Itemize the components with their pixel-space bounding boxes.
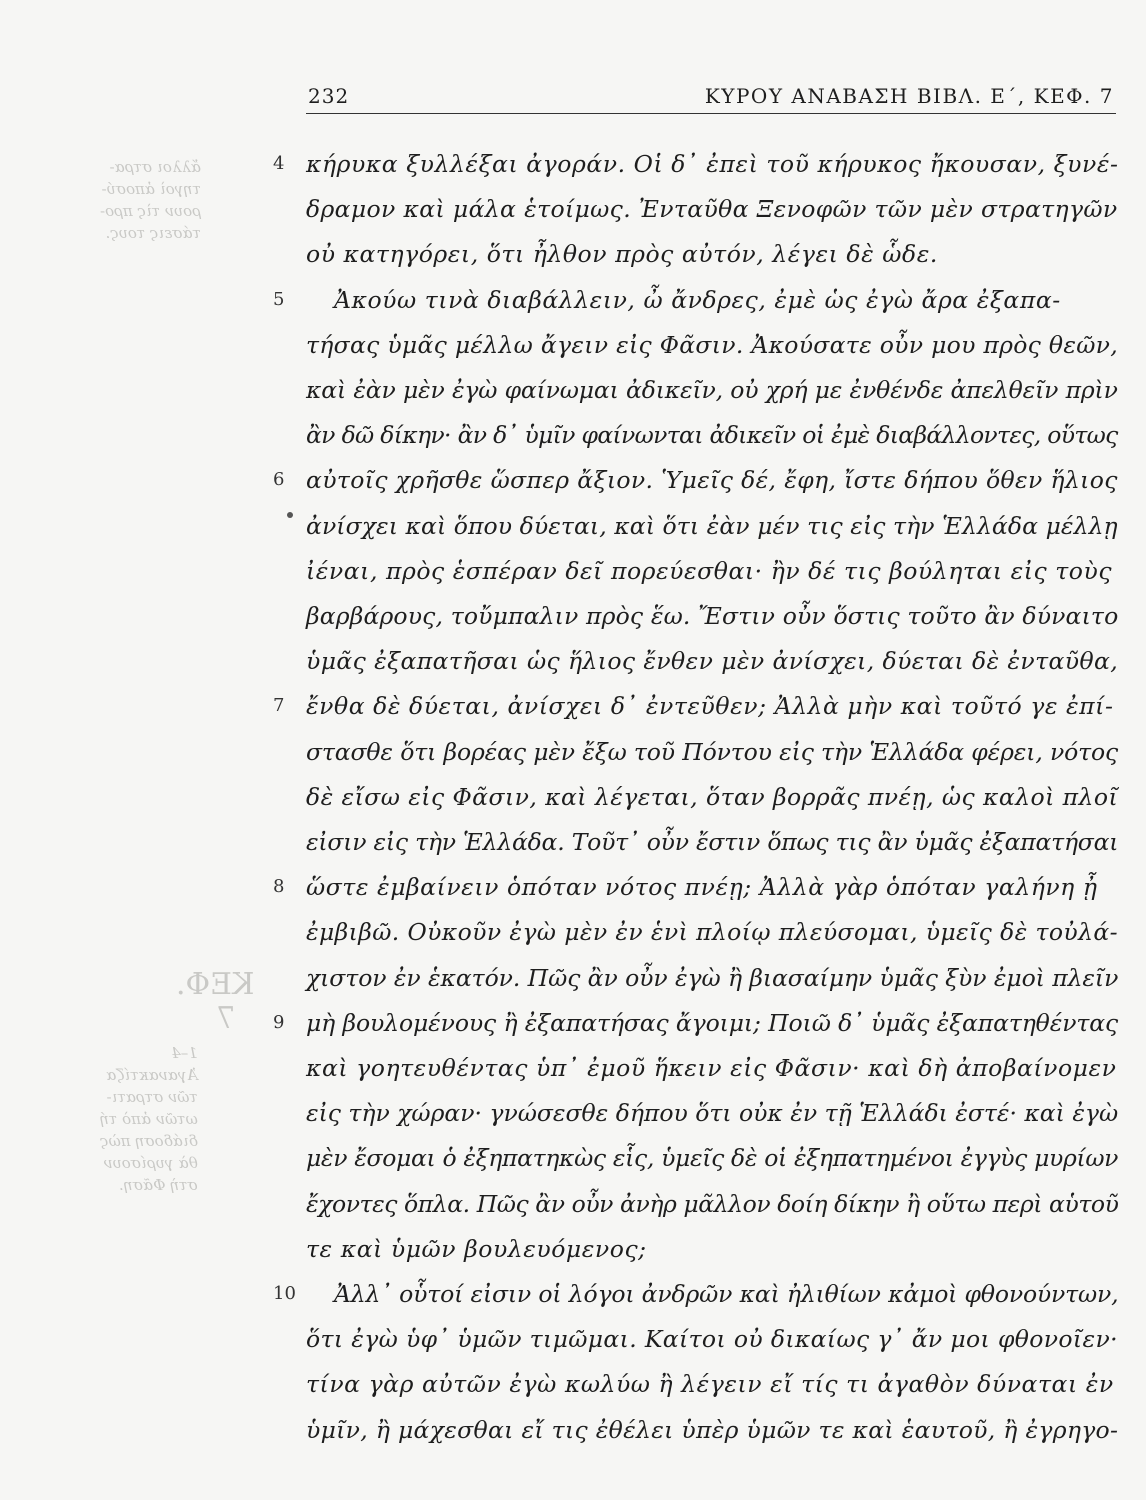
text-line: ὥστε ἐμβαίνειν ὁπόταν νότος πνέῃ; Ἀλλὰ γὰρ ὁπόταν γαλήνη ᾖ — [306, 873, 1098, 902]
text-line: Ἀλλ᾽ οὗτοί εἰσιν οἱ λόγοι ἀνδρῶν καὶ ἠλιθίων κἀμοὶ φθονούντων, — [334, 1280, 1119, 1308]
text-line: εἰς τὴν χώραν· γνώσεσθε δήπου ὅτι οὐκ ἐν τῇ Ἑλλάδι ἐστέ· καὶ ἐγὼ — [306, 1099, 1119, 1128]
text-line: ἰέναι, πρὸς ἑσπέραν δεῖ πορεύεσθαι· ἢν δέ τις βούληται εἰς τοὺς — [306, 556, 1113, 585]
show-through-chapter-mark: ΚΕΦ. 7 — [176, 967, 255, 1036]
section-number: 5 — [273, 288, 285, 310]
text-line: βαρβάρους, τοὔμπαλιν πρὸς ἕω. Ἔστιν οὖν ὅστις τοῦτο ἂν δύναιτο — [306, 602, 1119, 630]
text-line: αὐτοῖς χρῆσθε ὥσπερ ἄξιον. Ὑμεῖς δέ, ἔφη, ἴστε δήπου ὅθεν ἥλιος — [306, 466, 1118, 495]
text-line: κήρυκα ξυλλέξαι ἀγοράν. Οἱ δ᾽ ἐπεὶ τοῦ κήρυκος ἤκουσαν, ξυνέ- — [306, 150, 1119, 178]
page-number: 232 — [308, 84, 350, 108]
section-number: 9 — [273, 1011, 285, 1033]
show-through-margin-note: ἄλλοι στρα- τηγοὶ ἀποσύ- ρουν τὶς προ- τάσεις τους. — [100, 158, 201, 242]
show-through-margin-note-2: 1–4 Ἀγανακτίζα τῶν στρατι- ωτῶν ἀπὸ τή διάδοση πὼς θὰ γυρίσουν στὴ Φᾶση. — [100, 1044, 198, 1194]
text-line: ὅτι ἐγὼ ὑφ᾽ ὑμῶν τιμῶμαι. Καίτοι οὐ δικαίως γ᾽ ἄν μοι φθονοῖεν· — [306, 1325, 1118, 1354]
text-line: χιστον ἐν ἑκατόν. Πῶς ἂν οὖν ἐγὼ ἢ βιασαίμην ὑμᾶς ξὺν ἐμοὶ πλεῖν — [306, 963, 1119, 992]
text-line: στασθε ὅτι βορέας μὲν ἔξω τοῦ Πόντου εἰς τὴν Ἑλλάδα φέρει, νότος — [306, 737, 1119, 766]
text-line: καὶ ἐὰν μὲν ἐγὼ φαίνωμαι ἀδικεῖν, οὐ χρή με ἐνθένδε ἀπελθεῖν πρὶν — [306, 376, 1118, 404]
text-line: δὲ εἴσω εἰς Φᾶσιν, καὶ λέγεται, ὅταν βορρᾶς πνέῃ, ὡς καλοὶ πλοῖ — [306, 782, 1119, 811]
text-line: τε καὶ ὑμῶν βουλευόμενος; — [306, 1234, 647, 1263]
text-line: ἀνίσχει καὶ ὅπου δύεται, καὶ ὅτι ἐὰν μέν τις εἰς τὴν Ἑλλάδα μέλλῃ — [306, 511, 1118, 540]
text-line: ἔχοντες ὅπλα. Πῶς ἂν οὖν ἀνὴρ μᾶλλον δοίη δίκην ἢ οὕτω περὶ αὑτοῦ — [306, 1189, 1119, 1218]
text-line: μὲν ἔσομαι ὁ ἐξηπατηκὼς εἷς, ὑμεῖς δὲ οἱ ἐξηπατημένοι ἐγγὺς μυρίων — [306, 1144, 1119, 1173]
margin-dot — [287, 512, 293, 518]
text-line: ἐμβιβῶ. Οὐκοῦν ἐγὼ μὲν ἐν ἑνὶ πλοίῳ πλεύσομαι, ὑμεῖς δὲ τοὐλά- — [306, 918, 1118, 947]
text-line: ὑμῖν, ἢ μάχεσθαι εἴ τις ἐθέλει ὑπὲρ ὑμῶν τε καὶ ἑαυτοῦ, ἢ ἐγρηγο- — [306, 1415, 1119, 1444]
text-line: ὑμᾶς ἐξαπατῆσαι ὡς ἥλιος ἔνθεν μὲν ἀνίσχει, δύεται δὲ ἐνταῦθα, — [306, 647, 1119, 676]
text-line: εἰσιν εἰς τὴν Ἑλλάδα. Τοῦτ᾽ οὖν ἔστιν ὅπως τις ἂν ὑμᾶς ἐξαπατήσαι — [306, 828, 1119, 856]
text-line: τίνα γὰρ αὐτῶν ἐγὼ κωλύω ἢ λέγειν εἴ τίς τι ἀγαθὸν δύναται ἐν — [306, 1370, 1114, 1399]
text-line: δραμον καὶ μάλα ἑτοίμως. Ἐνταῦθα Ξενοφῶν τῶν μὲν στρατηγῶν — [306, 195, 1118, 224]
text-line: καὶ γοητευθέντας ὑπ᾽ ἐμοῦ ἥκειν εἰς Φᾶσιν· καὶ δὴ ἀποβαίνομεν — [306, 1054, 1117, 1082]
section-number: 4 — [273, 153, 285, 174]
section-number: 6 — [273, 469, 285, 491]
text-line: μὴ βουλομένους ἢ ἐξαπατήσας ἄγοιμι; Ποιῶ δ᾽ ὑμᾶς ἐξαπατηθέντας — [306, 1008, 1119, 1037]
text-line: Ἀκούω τινὰ διαβάλλειν, ὦ ἄνδρες, ἐμὲ ὡς ἐγὼ ἄρα ἐξαπα- — [334, 285, 1061, 314]
text-line: ἂν δῶ δίκην· ἂν δ᾽ ὑμῖν φαίνωνται ἀδικεῖν οἱ ἐμὲ διαβάλλοντες, οὕτως — [306, 421, 1118, 450]
text-line: ἔνθα δὲ δύεται, ἀνίσχει δ᾽ ἐντεῦθεν; Ἀλλὰ μὴν καὶ τοῦτό γε ἐπί- — [306, 692, 1114, 721]
running-title: ΚΥΡΟΥ ΑΝΑΒΑΣΗ ΒΙΒΛ. Ε΄, ΚΕΦ. 7 — [704, 84, 1114, 108]
text-line: τήσας ὑμᾶς μέλλω ἄγειν εἰς Φᾶσιν. Ἀκούσατε οὖν μου πρὸς θεῶν, — [306, 330, 1118, 359]
section-number: 8 — [273, 876, 285, 898]
text-line: οὐ κατηγόρει, ὅτι ἦλθον πρὸς αὐτόν, λέγει δὲ ὧδε. — [306, 240, 938, 269]
page-header — [306, 74, 1116, 114]
section-number: 7 — [273, 695, 285, 717]
header-rule — [306, 113, 1116, 114]
section-number: 10 — [273, 1283, 296, 1304]
